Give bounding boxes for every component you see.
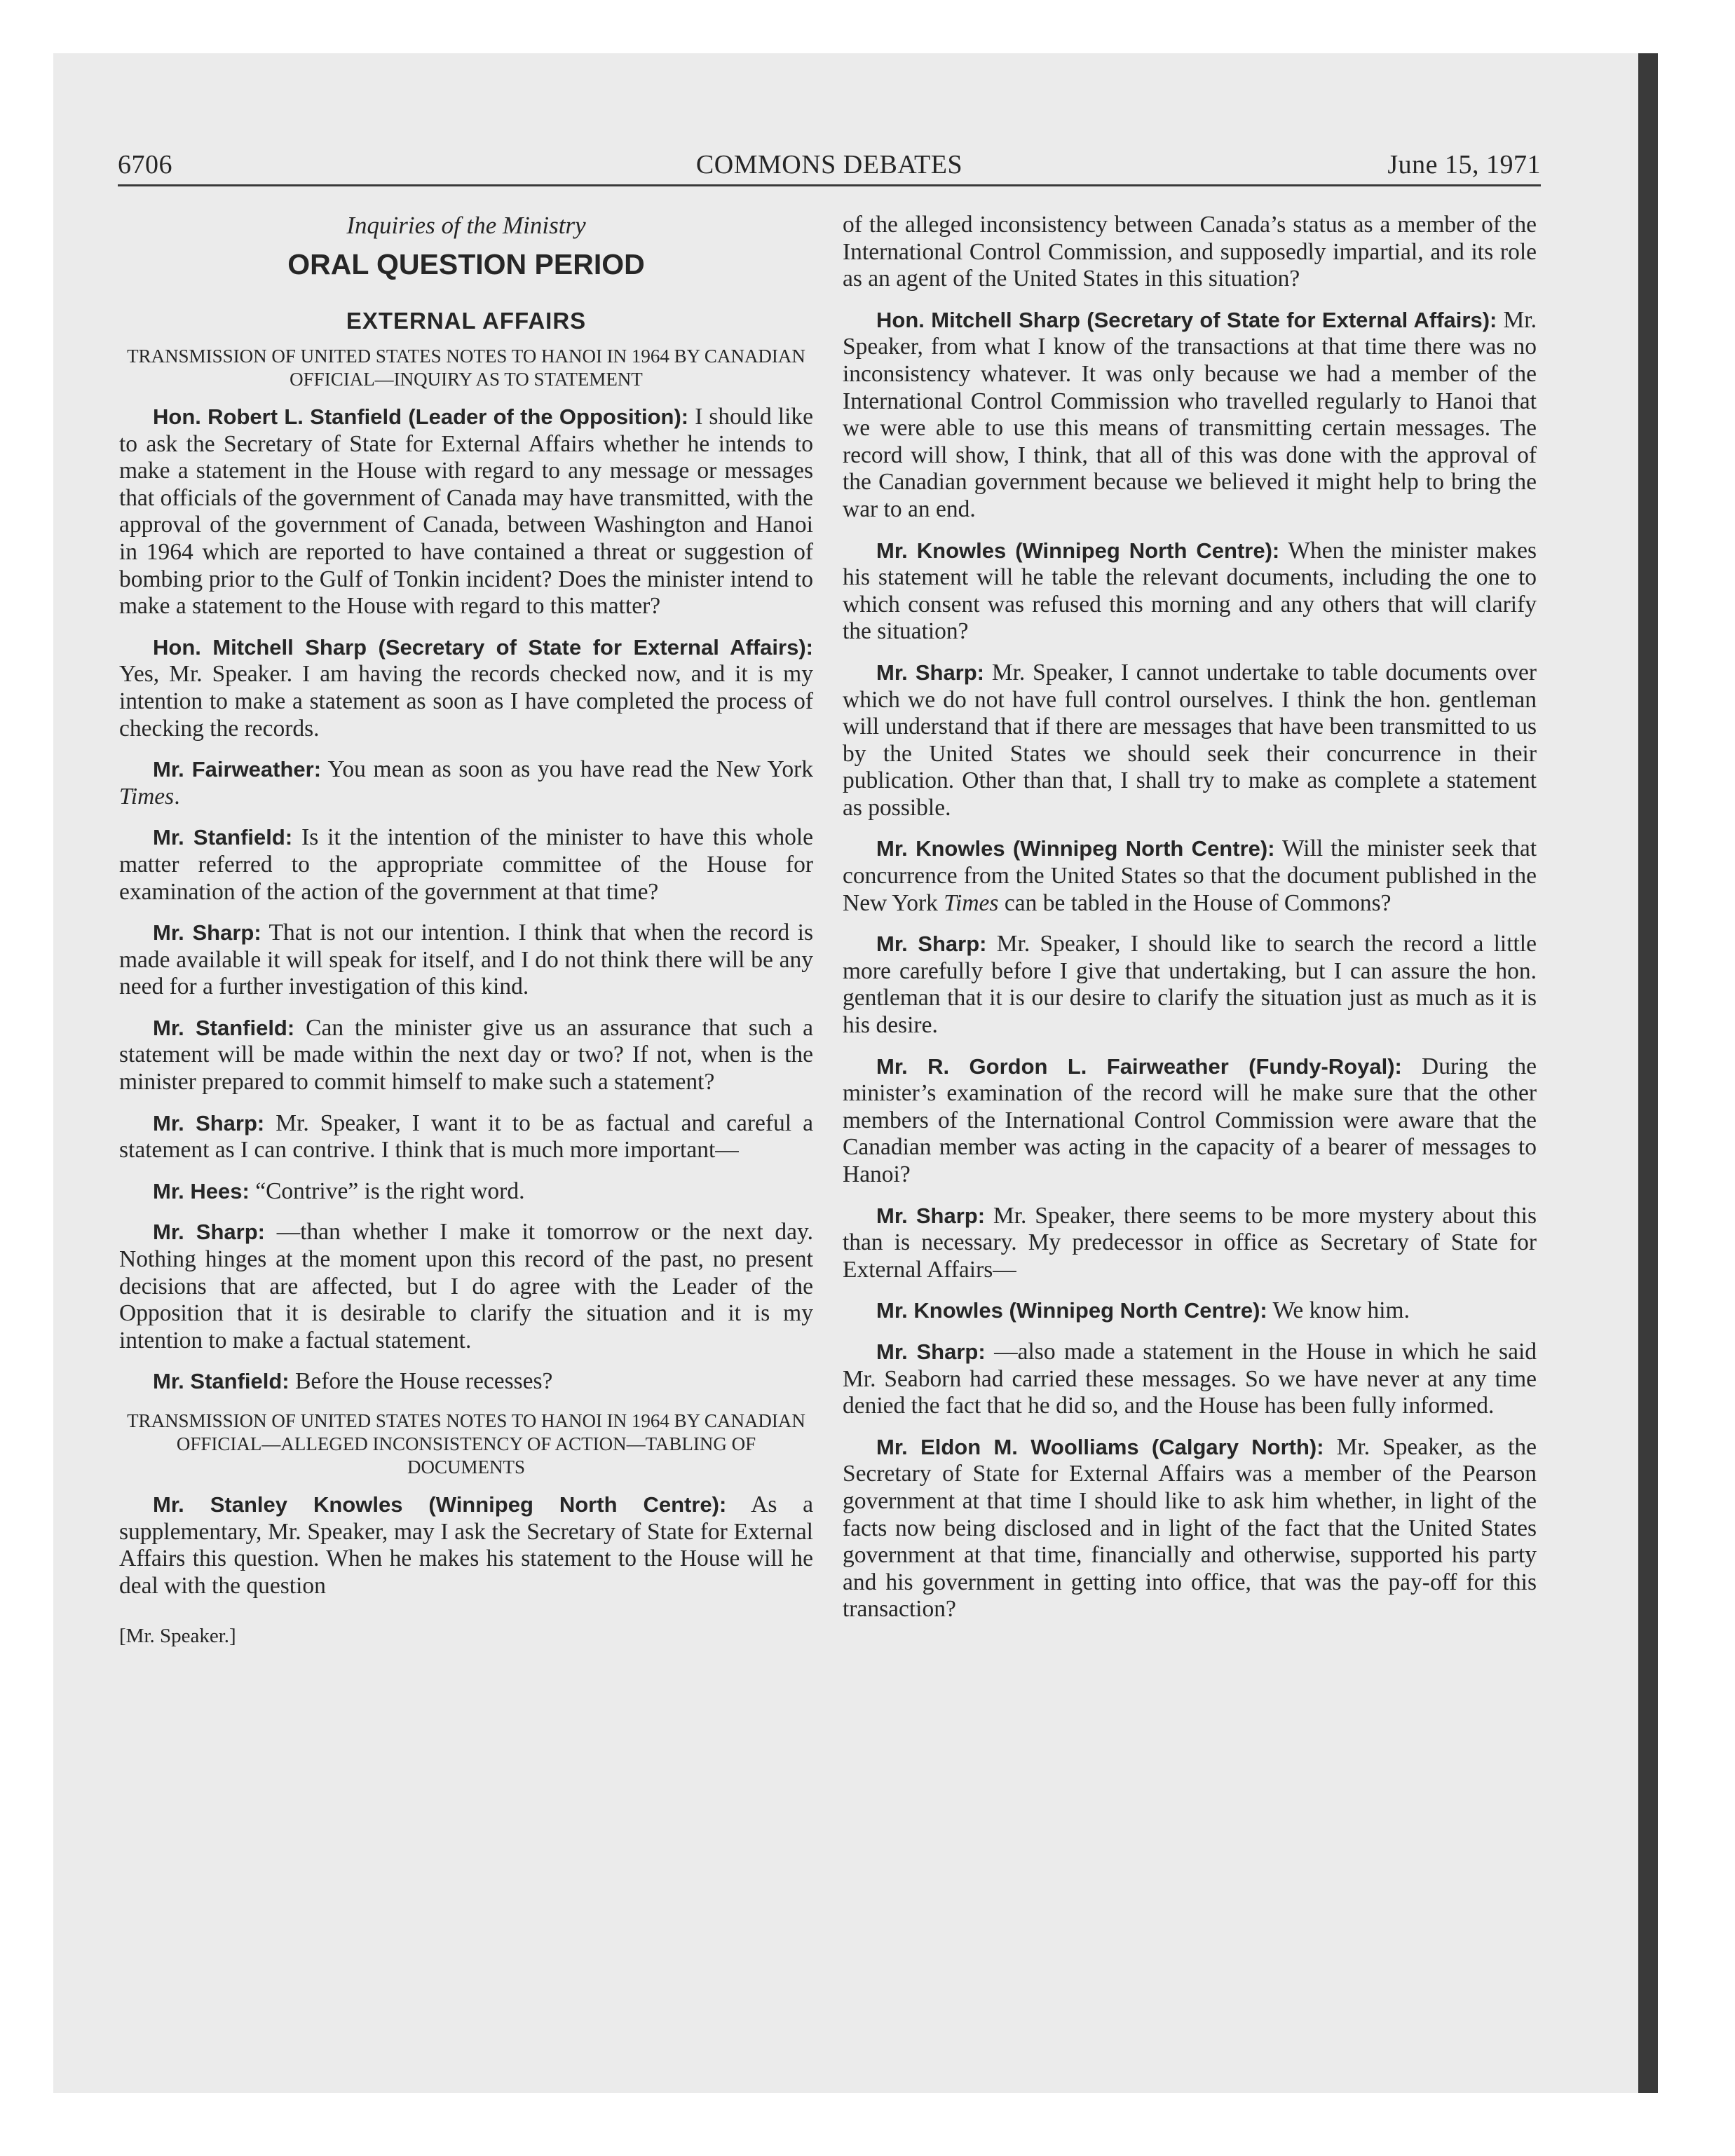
speech-text: You mean as soon as you have read the New York [327,756,813,783]
speaker-name: Mr. Sharp: [153,1110,265,1135]
speaker-name: Mr. Knowles (Winnipeg North Centre): [876,538,1280,563]
speaker-name: Hon. Mitchell Sharp (Secretary of State for External Affairs): [153,634,813,660]
speech [843,1297,1537,1325]
speech-text: Mr. Speaker, from what I know of the transactions at that time there was no inconsistency whatever. It was only because we had a member of the International Control Commission who travelled regularly to Hanoi that we were able to use this means of transmitting certain messages. The record will show, I think, that all of this was done with the approval of the Canadian government because we believed it might help to bring the war to an end. [843,306,1537,522]
speech-text: Yes, Mr. Speaker. I am having the records checked now, and it is my intention to make a statement as soon as I have completed the process of checking the records. [119,661,813,742]
speech [843,1339,1537,1420]
speech-text: —than whether I make it tomorrow or the next day. Nothing hinges at the moment upon this record of the past, no present decisions that are affected, but I do agree with the Leader of the Opposition that it is desirable to clarify the situation and it is my intention to make a factual statement. [119,1219,813,1353]
speaker-name: Hon. Mitchell Sharp (Secretary of State for External Affairs): [876,307,1497,332]
speech [843,1053,1537,1189]
speaker-name: Mr. Sharp: [876,932,987,957]
speech-text: We know him. [1272,1297,1410,1324]
speech-text-end: can be tabled in the House of Commons? [998,889,1392,916]
page-number: 6706 [118,150,172,179]
topic-heading: TRANSMISSION OF UNITED STATES NOTES TO HANOI IN 1964 BY CANADIAN OFFICIAL—INQUIRY AS TO STATEMENT [127,346,805,390]
speaker-name: Mr. Sharp: [876,1203,986,1228]
left-column [119,210,813,1649]
speech-text: During the minister’s examination of the record will he make sure that the other members of the International Control Commission were aware that the Canadian member was acting in the capacity of a bearer of messages to Hanoi? [843,1053,1537,1187]
topic-heading: TRANSMISSION OF UNITED STATES NOTES TO HANOI IN 1964 BY CANADIAN OFFICIAL—ALLEGED INCONSISTENCY OF ACTION—TABLING OF DOCUMENTS [127,1410,805,1478]
speaker-name: Mr. Eldon M. Woolliams (Calgary North): [876,1434,1324,1459]
speech-text: Mr. Speaker, I want it to be as factual and careful a statement as I can contrive. I think that is much more important— [119,1110,813,1164]
speech-text-italic: Times [944,889,999,916]
speech [119,404,813,620]
speech [119,1110,813,1164]
speech [119,1178,813,1206]
speech [119,1368,813,1396]
speech-text: Is it the intention of the minister to have this whole matter referred to the appropriate committee of the House for examination of the action of the government at that time? [119,824,814,905]
speech [119,1492,813,1599]
speech-text: Before the House recesses? [295,1368,553,1395]
speaker-name: Mr. Sharp: [876,1339,986,1364]
speaker-name: Mr. Fairweather: [153,757,322,782]
running-header [118,144,1541,186]
speech [119,1219,813,1354]
speech [843,931,1537,1039]
speech [843,538,1537,646]
speaker-name: Mr. Stanfield: [153,1369,290,1394]
speech-text: “Contrive” is the right word. [255,1178,525,1204]
speech [119,1015,813,1096]
speech-text: Mr. Speaker, as the Secretary of State for External Affairs was a member of the Pearson government at that time I should like to ask him whether, in light of the facts now being disclosed and in light of the fact that the United States government at that time, financially and otherwise, supported his party and his government in getting into office, that was the pay-off for this transaction? [843,1433,1537,1623]
speaker-name: Hon. Robert L. Stanfield (Leader of the Opposition): [153,404,689,429]
speech [843,1434,1537,1623]
speech [119,920,813,1001]
speaker-name: Mr. Sharp: [153,1220,265,1245]
header-date: June 15, 1971 [1387,150,1541,179]
speech-text-italic: Times [119,783,175,810]
speech-text: That is not our intention. I think that when the record is made available it will speak for itself, and I do not think there will be any need for a further investigation of this kind. [119,920,813,1000]
speaker-name: Mr. Knowles (Winnipeg North Centre): [876,1298,1267,1323]
speaker-name: Mr. Stanfield: [153,1015,295,1040]
speech-continuation: of the alleged inconsistency between Canada’s status as a member of the International Control Commission, and supposedly impartial, and its role as an agent of the United States in this situation? [843,212,1537,292]
speaker-name: Mr. Knowles (Winnipeg North Centre): [876,836,1275,861]
speaker-name: Mr. Hees: [153,1178,250,1203]
binding-edge [1638,53,1658,2093]
speaker-name: Mr. R. Gordon L. Fairweather (Fundy-Royal): [876,1053,1402,1079]
speech-text: Mr. Speaker, there seems to be more mystery about this than is necessary. My predecessor in office as Secretary of State for External Affairs— [843,1202,1537,1283]
speech-text: —also made a statement in the House in which he said Mr. Seaborn had carried these messages. So we have never at any time denied the fact that he did so, and the House has been fully informed. [843,1338,1537,1419]
speaker-name: Mr. Sharp: [153,920,261,946]
speech [119,824,813,906]
speech [843,1203,1537,1284]
footer-note: [Mr. Speaker.] [119,1625,236,1648]
speaker-name: Mr. Sharp: [876,660,985,685]
speaker-name: Mr. Stanley Knowles (Winnipeg North Centre): [153,1492,727,1517]
speech-text: When the minister makes his statement will he table the relevant documents, including the one to which consent was refused this morning and any others that will clarify the situation? [843,537,1537,645]
speech [843,835,1537,917]
speech-text: I should like to ask the Secretary of State for External Affairs whether he intends to make a statement in the House with regard to any message or messages that officials of the government of Canada may have transmitted, with the approval of the government of Canada, between Washington and Hanoi in 1964 which are reported to have contained a threat or suggestion of bombing prior to the Gulf of Tonkin incident? Does the minister intend to make a statement to the House with regard to this matter? [119,404,814,620]
speech-text: Mr. Speaker, I cannot undertake to table documents over which we do not have full control ourselves. I think the hon. gentleman will understand that if there are messages that have been transmitted to us by the United States we should seek their concurrence in their publication. Other than that, I shall try to make as complete a statement as possible. [843,659,1537,821]
speech [843,660,1537,822]
journal-title: COMMONS DEBATES [695,150,963,179]
right-column [843,212,1537,1637]
speech [119,756,813,810]
speech [119,634,813,742]
section-heading: EXTERNAL AFFAIRS [346,308,587,334]
section-subtitle: Inquiries of the Ministry [346,212,586,239]
speech-text: Can the minister give us an assurance that such a statement will be made within the next day or two? If not, when is the minister prepared to commit himself to make such a statement? [119,1014,813,1096]
speech-text: As a supplementary, Mr. Speaker, may I ask the Secretary of State for External Affairs this question. When he makes his statement to the House will he deal with the question [119,1492,813,1599]
section-title: ORAL QUESTION PERIOD [287,248,645,280]
speech-text: Mr. Speaker, I should like to search the record a little more carefully before I give that undertaking, but I can assure the hon. gentleman that it is our desire to clarify the situation just as much as it is his desire. [843,931,1537,1039]
speech-text-end: . [174,783,180,810]
speech [843,307,1537,524]
speaker-name: Mr. Stanfield: [153,825,293,850]
speech-text: Will the minister seek that concurrence from the United States so that the document published in the New York [843,835,1537,916]
